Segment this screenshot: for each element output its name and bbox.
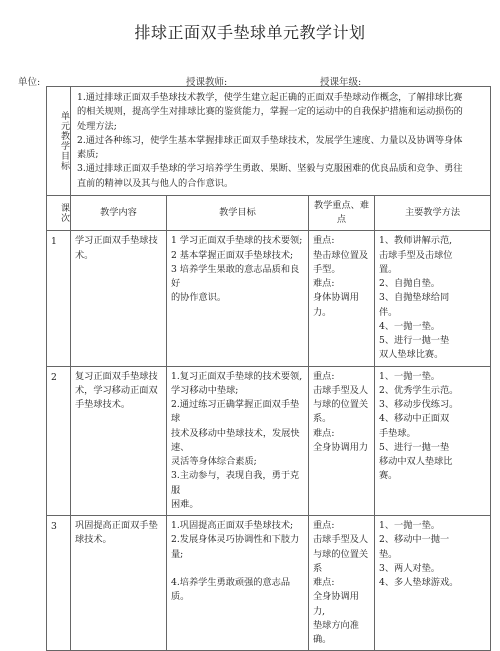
teacher-label: 授课教师:: [186, 77, 228, 88]
lesson-key-points: [309, 366, 375, 516]
key-line: 系。: [313, 413, 332, 425]
key-line: 难点:: [313, 278, 335, 289]
lesson-content: [71, 366, 167, 516]
lesson-number: 3: [47, 516, 71, 651]
unit-goal-line: 处理方法;: [77, 120, 117, 132]
content-line: 学习正面双手垫球技: [75, 235, 158, 247]
unit-goal-line: 的相关规则，提高学生对排球比赛的鉴赏能力，掌握一定的运动中的自我保护措施和运动损伤的: [77, 106, 463, 118]
key-line: 与球的位置关: [313, 399, 369, 410]
unit-label: 单位:: [18, 77, 41, 88]
goal-line: 的协作意识。: [171, 292, 227, 304]
key-line: 击球手型及人: [313, 534, 369, 546]
grade-label: 授课年级:: [320, 77, 362, 88]
key-line: 重点:: [313, 370, 335, 382]
method-line: 3、两人对垫。: [379, 562, 440, 574]
unit-goal-text: [71, 87, 491, 196]
method-line: 3、移动步伐练习。: [379, 399, 459, 410]
key-line: 与球的位置关: [313, 548, 369, 560]
unit-goal-label: 单元教学目标: [47, 87, 71, 196]
table-header-row: [47, 195, 491, 231]
table-row: [47, 231, 491, 366]
key-line: 全身协调用力: [313, 441, 369, 453]
goal-line: 灵活等身体综合素质;: [171, 456, 257, 467]
key-line: 手型。: [313, 263, 341, 275]
method-line: 置。: [379, 263, 398, 275]
key-line: 身体协调用力。: [313, 292, 359, 318]
unit-goal-row: [47, 87, 491, 196]
goal-line: 4.培养学生勇敢顽强的意志品质。: [171, 577, 291, 603]
goal-line: 2 基本掌握正面双手垫球技术;: [171, 249, 294, 261]
key-line: 难点:: [313, 577, 335, 588]
unit-goal-line: 直前的精神以及其与他人的合作意识。: [77, 177, 234, 189]
method-line: 赛。: [379, 470, 398, 482]
method-line: 3、自抛垫球给同: [379, 292, 450, 304]
method-line: 伴。: [379, 306, 398, 318]
key-line: 垫球方向准确。: [313, 619, 359, 645]
lesson-content: [71, 516, 167, 651]
content-line: 术，学习移动正面双: [75, 384, 158, 396]
goal-line: 1.复习正面双手垫球的技术要领,: [171, 370, 303, 382]
method-line: 击球手型及击球位: [379, 249, 453, 261]
method-line: 2、移动中一抛一: [379, 534, 450, 546]
method-line: 1、教师讲解示范,: [379, 235, 453, 247]
content-line: 手垫球技术。: [75, 399, 131, 410]
header-goal: 教学目标: [167, 195, 309, 231]
unit-goal-line: 3.通过排球正面双手垫球的学习培养学生勇敢、果断、坚毅与克服困难的优良品质和竞争、勇往: [77, 163, 463, 175]
key-line: 击球手型及人: [313, 384, 369, 396]
lesson-methods: [375, 366, 491, 516]
unit-goal-line: 素质;: [77, 149, 99, 160]
unit-goal-line: 2.通过各种练习，使学生基本掌握排球正面双手垫球技术，发展学生速度、力量以及协调等身体: [77, 134, 463, 146]
table-row: [47, 366, 491, 516]
method-line: 4、一抛一垫。: [379, 320, 440, 332]
method-line: 1、一抛一垫。: [379, 370, 440, 382]
goal-line: 3 培养学生果敢的意志品质和良好: [171, 263, 300, 289]
method-line: 5、进行一抛一垫: [379, 335, 450, 346]
lesson-key-points: [309, 516, 375, 651]
lesson-plan-table: [46, 86, 491, 651]
lesson-content: [71, 231, 167, 366]
goal-line: 2.通过练习正确掌握正面双手垫球: [171, 399, 300, 425]
goal-line: 3.主动参与，表现自我，勇于克服: [171, 470, 300, 496]
lesson-goals: [167, 366, 309, 516]
goal-line: 技术及移动中垫球技术，发展快速、: [171, 427, 300, 453]
goal-line: 学习移动中垫球;: [171, 384, 239, 396]
header-content: 教学内容: [71, 195, 167, 231]
content-line: 巩固提高正面双手垫: [75, 520, 158, 531]
lesson-goals: [167, 231, 309, 366]
content-line: 球技术。: [75, 534, 112, 546]
table-row: [47, 516, 491, 651]
goal-line: 困难。: [171, 498, 199, 510]
header-lesson: 课次: [47, 195, 71, 231]
method-line: 双人垫球比赛。: [379, 349, 444, 361]
lesson-number: 2: [47, 366, 71, 516]
page-title: 排球正面双手垫球单元教学计划: [134, 23, 366, 42]
goal-line: 1.巩固提高正面双手垫球技术;: [171, 520, 294, 531]
header-method: 主要教学方法: [375, 195, 491, 231]
key-line: 重点:: [313, 520, 335, 531]
key-line: 垫击球位置及: [313, 249, 369, 261]
key-line: 全身协调用力,: [313, 591, 359, 617]
lesson-methods: [375, 516, 491, 651]
goal-line: [171, 562, 304, 576]
method-line: 2、自抛自垫。: [379, 278, 440, 289]
lesson-goals: [167, 516, 309, 651]
header-key: 教学重点、难点: [309, 195, 375, 231]
method-line: 垫。: [379, 548, 398, 560]
goal-line: 2.发展身体灵巧协调性和下肢力量;: [171, 534, 300, 560]
content-line: 术。: [75, 249, 94, 261]
method-line: 2、优秀学生示范。: [379, 384, 459, 396]
method-line: 1、一抛一垫。: [379, 520, 440, 531]
key-line: 重点:: [313, 235, 335, 247]
method-line: 4、移动中正面双: [379, 413, 450, 425]
lesson-methods: [375, 231, 491, 366]
method-line: 5、进行一抛一垫: [379, 441, 450, 453]
method-line: 手垫球。: [379, 427, 416, 439]
key-line: 难点:: [313, 427, 335, 439]
method-line: 移动中双人垫球比: [379, 456, 453, 467]
goal-line: 1 学习正面双手垫球的技术要领;: [171, 235, 303, 247]
unit-goal-line: 1.通过排球正面双手垫球技术教学，使学生建立起正确的正面双手垫球动作概念，了解排球比赛: [77, 92, 463, 103]
key-line: 系: [313, 562, 323, 574]
lesson-key-points: [309, 231, 375, 366]
lesson-number: 1: [47, 231, 71, 366]
method-line: 4、多人垫球游戏。: [379, 577, 459, 588]
content-line: 复习正面双手垫球技: [75, 370, 158, 382]
